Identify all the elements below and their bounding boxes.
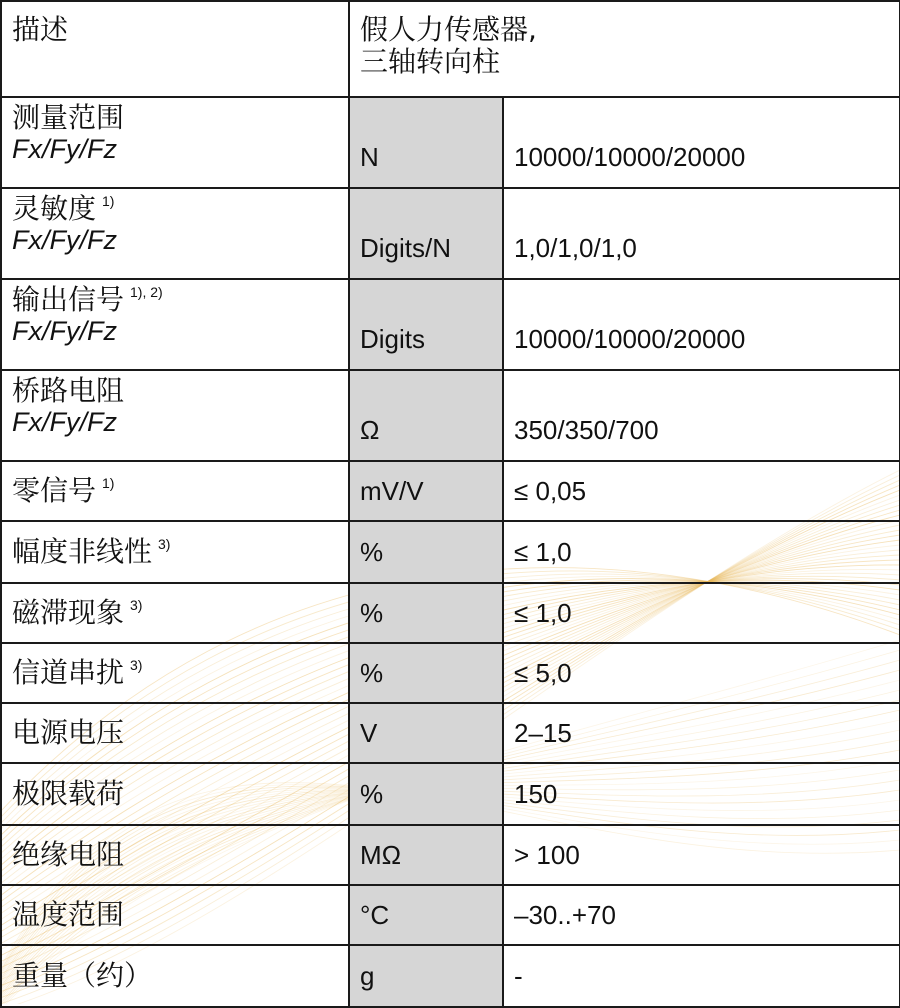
parameter-cell xyxy=(1,703,349,763)
parameter-cell xyxy=(1,763,349,825)
parameter-label: 测量范围 xyxy=(12,101,125,134)
unit-cell xyxy=(349,188,503,279)
product-name-cell xyxy=(349,1,900,97)
value-cell xyxy=(503,97,900,188)
value-cell xyxy=(503,461,900,521)
unit-cell xyxy=(349,945,503,1007)
description-header-cell xyxy=(1,1,349,97)
unit-cell xyxy=(349,825,503,885)
spec-row xyxy=(1,885,900,945)
unit-text: Digits/N xyxy=(360,233,452,263)
unit-cell xyxy=(349,279,503,370)
spec-row xyxy=(1,763,900,825)
spec-row xyxy=(1,370,900,461)
parameter-cell xyxy=(1,279,349,370)
value-text: 10000/10000/20000 xyxy=(514,142,746,172)
unit-text: Digits xyxy=(360,324,426,354)
footnote-marker: 3) xyxy=(130,657,143,673)
value-cell xyxy=(503,370,900,461)
unit-text: V xyxy=(360,717,378,748)
value-text: 150 xyxy=(514,778,558,809)
footnote-marker: 3) xyxy=(158,536,171,552)
spec-row xyxy=(1,825,900,885)
unit-text: % xyxy=(360,597,384,628)
value-text: > 100 xyxy=(514,839,580,870)
footnote-marker: 1) xyxy=(102,475,115,491)
unit-text: % xyxy=(360,536,384,567)
unit-cell xyxy=(349,763,503,825)
value-text: 10000/10000/20000 xyxy=(514,324,746,354)
value-text: –30..+70 xyxy=(514,899,616,930)
value-cell xyxy=(503,885,900,945)
parameter-cell xyxy=(1,643,349,703)
spec-row xyxy=(1,279,900,370)
parameter-label: 幅度非线性 xyxy=(12,535,153,568)
value-text: ≤ 5,0 xyxy=(514,657,572,688)
parameter-label: 桥路电阻 xyxy=(12,374,125,407)
spec-row xyxy=(1,583,900,643)
unit-cell xyxy=(349,703,503,763)
value-text: ≤ 1,0 xyxy=(514,536,572,567)
spec-row xyxy=(1,643,900,703)
value-cell xyxy=(503,583,900,643)
value-text: ≤ 0,05 xyxy=(514,475,587,506)
parameter-label: 绝缘电阻 xyxy=(12,838,125,871)
parameter-label: 零信号 xyxy=(12,474,97,507)
product-line-2: 三轴转向柱 xyxy=(360,45,501,78)
unit-cell xyxy=(349,521,503,583)
value-cell xyxy=(503,703,900,763)
unit-cell xyxy=(349,643,503,703)
unit-text: mV/V xyxy=(360,475,424,506)
spec-row xyxy=(1,521,900,583)
value-cell xyxy=(503,279,900,370)
parameter-cell xyxy=(1,521,349,583)
parameter-cell xyxy=(1,885,349,945)
value-cell xyxy=(503,521,900,583)
axis-subtitle: Fx/Fy/Fz xyxy=(12,316,117,346)
value-cell xyxy=(503,643,900,703)
unit-text: g xyxy=(360,960,375,991)
unit-cell xyxy=(349,370,503,461)
unit-cell xyxy=(349,583,503,643)
unit-text: Ω xyxy=(360,415,380,445)
unit-text: N xyxy=(360,142,379,172)
value-text: 2–15 xyxy=(514,717,572,748)
value-cell xyxy=(503,188,900,279)
value-cell xyxy=(503,763,900,825)
unit-cell xyxy=(349,885,503,945)
parameter-label: 输出信号 xyxy=(12,283,125,316)
parameter-label: 极限载荷 xyxy=(12,777,125,810)
value-cell xyxy=(503,825,900,885)
description-label: 描述 xyxy=(12,13,69,46)
spec-row xyxy=(1,703,900,763)
value-text: 1,0/1,0/1,0 xyxy=(514,233,637,263)
footnote-marker: 1) xyxy=(102,193,115,209)
parameter-cell xyxy=(1,945,349,1007)
unit-text: MΩ xyxy=(360,839,402,870)
parameter-cell xyxy=(1,188,349,279)
parameter-cell xyxy=(1,370,349,461)
header-row xyxy=(1,1,900,97)
parameter-label: 电源电压 xyxy=(12,716,125,749)
spec-row xyxy=(1,461,900,521)
parameter-label: 磁滞现象 xyxy=(12,596,125,629)
axis-subtitle: Fx/Fy/Fz xyxy=(12,407,117,437)
parameter-label: 灵敏度 xyxy=(12,192,97,225)
spec-row xyxy=(1,97,900,188)
value-text: ≤ 1,0 xyxy=(514,597,572,628)
footnote-marker: 3) xyxy=(130,597,143,613)
parameter-label: 重量（约） xyxy=(12,959,153,992)
parameter-cell xyxy=(1,461,349,521)
value-text: - xyxy=(514,960,523,991)
unit-text: °C xyxy=(360,899,390,930)
footnote-marker: 1), 2) xyxy=(130,284,163,300)
unit-text: % xyxy=(360,657,384,688)
product-line-1: 假人力传感器, xyxy=(360,13,537,46)
axis-subtitle: Fx/Fy/Fz xyxy=(12,134,117,164)
unit-cell xyxy=(349,97,503,188)
parameter-cell xyxy=(1,583,349,643)
spec-row xyxy=(1,945,900,1007)
unit-text: % xyxy=(360,778,384,809)
value-cell xyxy=(503,945,900,1007)
parameter-label: 信道串扰 xyxy=(12,656,125,689)
parameter-label: 温度范围 xyxy=(12,898,125,931)
parameter-cell xyxy=(1,825,349,885)
parameter-cell xyxy=(1,97,349,188)
unit-cell xyxy=(349,461,503,521)
spec-row xyxy=(1,188,900,279)
value-text: 350/350/700 xyxy=(514,415,659,445)
axis-subtitle: Fx/Fy/Fz xyxy=(12,225,117,255)
